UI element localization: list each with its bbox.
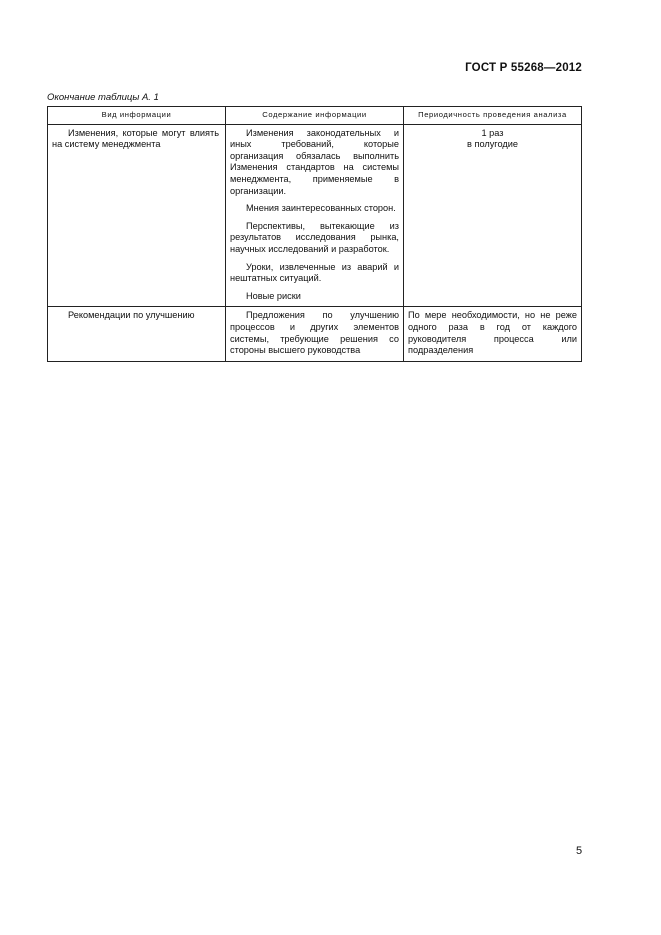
cell-info-content (226, 124, 404, 307)
column-header-period: Периодичность проведения анализа (404, 107, 582, 125)
table-row (48, 307, 582, 361)
period-line: 1 раз (481, 127, 504, 138)
content-paragraph: Перспективы, вытекающие из результатов исследования рынка, научных исследований и разработок. (230, 220, 399, 254)
content-paragraph: Мнения заинтересованных сторон. (246, 203, 396, 214)
column-header-content: Содержание информации (226, 107, 404, 125)
content-paragraph: Уроки, извлеченные из аварий и нештатных ситуаций. (230, 261, 399, 284)
cell-info-type: Изменения, которые могут влиять на систему менеджмента (48, 124, 226, 307)
info-table (47, 106, 582, 362)
column-header-type: Вид информации (48, 107, 226, 125)
content-paragraph: Новые риски (246, 290, 301, 301)
table-caption: Окончание таблицы А. 1 (47, 92, 159, 103)
content-paragraph: Изменения законодательных и иных требований, которые организация обязалась выполнить Изменения стандартов на системы менеджмента, применяемые в организации. (230, 127, 399, 196)
page-number: 5 (576, 845, 583, 857)
cell-info-type: Рекомендации по улучшению (48, 307, 226, 361)
table-header-row (48, 107, 582, 125)
table-row (48, 124, 582, 307)
cell-info-content (226, 307, 404, 361)
content-paragraph: Предложения по улучшению процессов и других элементов системы, требующие решения со стороны высшего руководства (230, 310, 399, 356)
cell-period (404, 124, 582, 307)
period-line: в полугодие (467, 139, 518, 150)
document-header: ГОСТ Р 55268—2012 (465, 62, 582, 74)
cell-period: По мере необходимости, но не реже одного раза в год от каждого руководителя процесса или подразделения (404, 307, 582, 361)
